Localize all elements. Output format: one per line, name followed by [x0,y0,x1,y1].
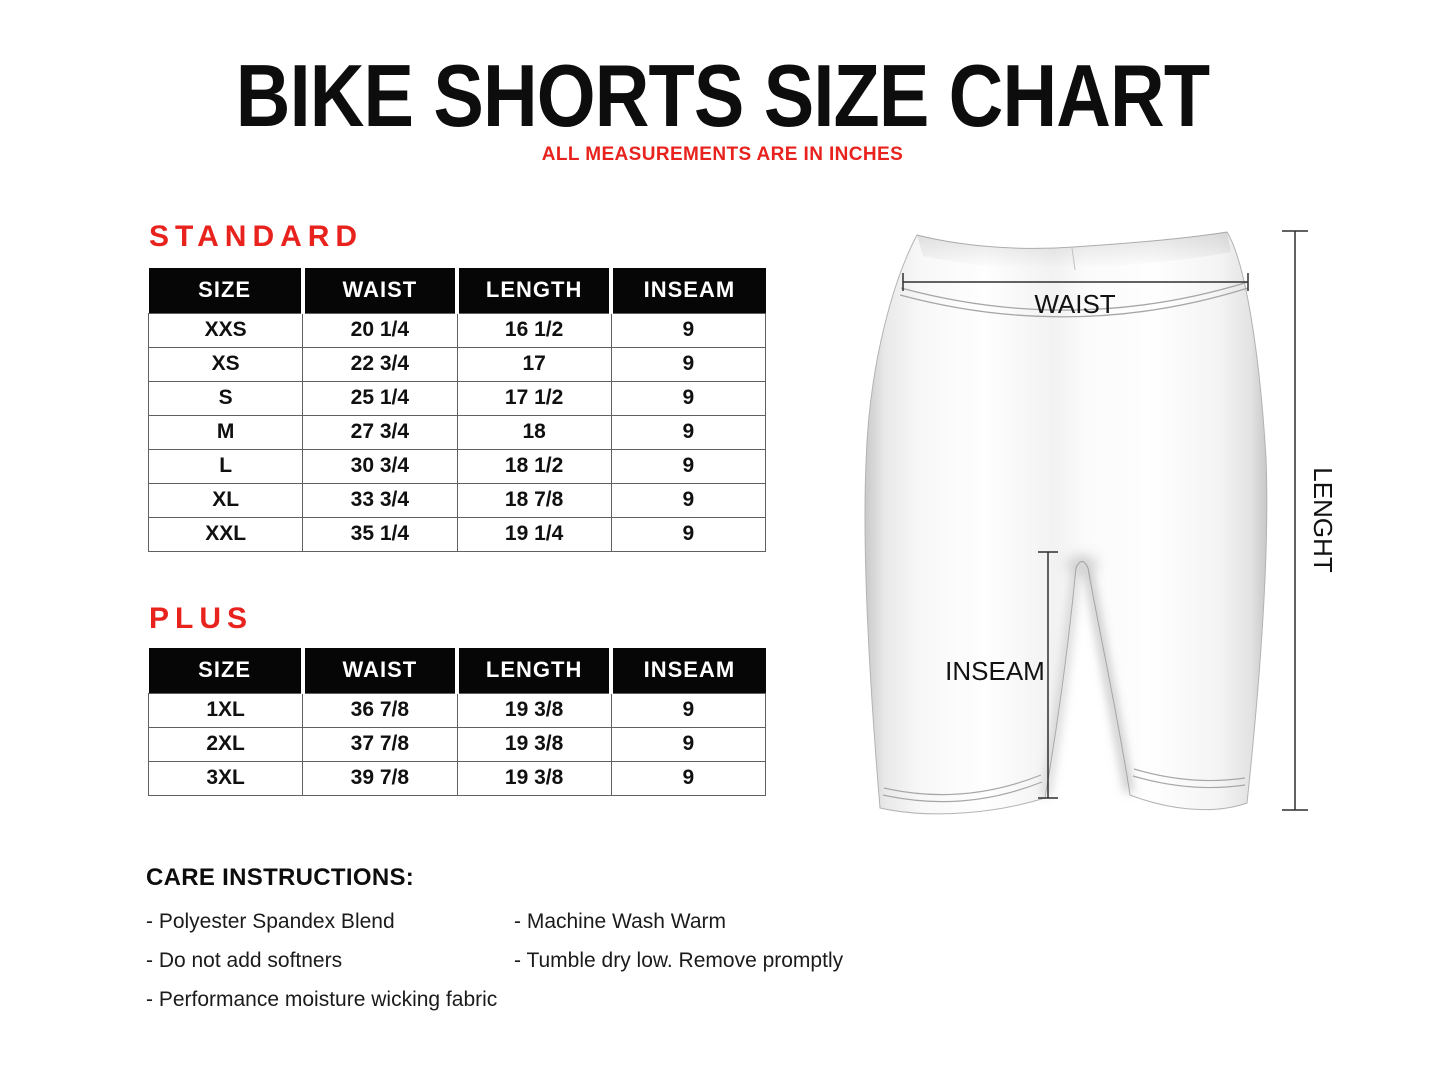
cell-length: 19 3/8 [457,727,611,761]
length-label: LENGHT [1308,467,1338,573]
cell-inseam: 9 [611,483,765,517]
cell-inseam: 9 [611,449,765,483]
cell-waist: 22 3/4 [303,347,457,381]
cell-length: 17 [457,347,611,381]
cell-length: 17 1/2 [457,381,611,415]
cell-length: 18 [457,415,611,449]
column-header-inseam: INSEAM [611,268,765,313]
cell-inseam: 9 [611,347,765,381]
care-item: - Polyester Spandex Blend [146,910,395,933]
cell-size: XXS [149,313,303,347]
column-header-waist: WAIST [303,268,457,313]
column-header-waist: WAIST [303,648,457,693]
crotch-shadow [1060,550,1104,578]
cell-size: 1XL [149,693,303,727]
cell-size: M [149,415,303,449]
cell-waist: 30 3/4 [303,449,457,483]
cell-inseam: 9 [611,727,765,761]
care-item: - Do not add softners [146,949,343,972]
cell-waist: 27 3/4 [303,415,457,449]
cell-waist: 20 1/4 [303,313,457,347]
waist-label: WAIST [1034,289,1116,319]
standard-section-label: STANDARD [149,220,364,253]
cell-waist: 33 3/4 [303,483,457,517]
table-row [149,347,766,381]
cell-inseam: 9 [611,381,765,415]
cell-size: XL [149,483,303,517]
table-row [149,381,766,415]
cell-waist: 36 7/8 [303,693,457,727]
cell-length: 16 1/2 [457,313,611,347]
cell-size: S [149,381,303,415]
cell-size: 2XL [149,727,303,761]
header-row [149,648,766,693]
shorts-outline [865,232,1267,814]
care-item: - Tumble dry low. Remove promptly [514,949,844,972]
cell-length: 19 3/8 [457,693,611,727]
inseam-label: INSEAM [945,656,1045,686]
standard-size-table [148,268,766,552]
table-row [149,483,766,517]
cell-inseam: 9 [611,761,765,795]
cell-waist: 35 1/4 [303,517,457,551]
cell-inseam: 9 [611,517,765,551]
table-row [149,517,766,551]
cell-waist: 39 7/8 [303,761,457,795]
cell-length: 18 1/2 [457,449,611,483]
column-header-length: LENGTH [457,268,611,313]
table-row [149,415,766,449]
cell-size: L [149,449,303,483]
column-header-inseam: INSEAM [611,648,765,693]
cell-inseam: 9 [611,313,765,347]
cell-waist: 37 7/8 [303,727,457,761]
header-row [149,268,766,313]
table-row [149,313,766,347]
cell-size: 3XL [149,761,303,795]
table-row [149,693,766,727]
cell-size: XS [149,347,303,381]
shorts-illustration [865,232,1267,814]
cell-length: 19 1/4 [457,517,611,551]
care-instructions-heading: CARE INSTRUCTIONS: [146,864,415,891]
care-item: - Machine Wash Warm [514,910,726,933]
page-title: BIKE SHORTS SIZE CHART [235,46,1210,145]
plus-size-table [148,648,766,796]
plus-section-label: PLUS [149,602,254,635]
cell-inseam: 9 [611,415,765,449]
table-row [149,449,766,483]
cell-length: 18 7/8 [457,483,611,517]
care-instructions-list [146,910,946,1027]
cell-inseam: 9 [611,693,765,727]
column-header-length: LENGTH [457,648,611,693]
column-header-size: SIZE [149,648,303,693]
cell-size: XXL [149,517,303,551]
table-row [149,761,766,795]
bike-shorts-diagram [848,218,1348,838]
table-row [149,727,766,761]
page-subtitle: ALL MEASUREMENTS ARE IN INCHES [541,144,904,165]
care-item: - Performance moisture wicking fabric [146,988,498,1011]
cell-length: 19 3/8 [457,761,611,795]
cell-waist: 25 1/4 [303,381,457,415]
column-header-size: SIZE [149,268,303,313]
